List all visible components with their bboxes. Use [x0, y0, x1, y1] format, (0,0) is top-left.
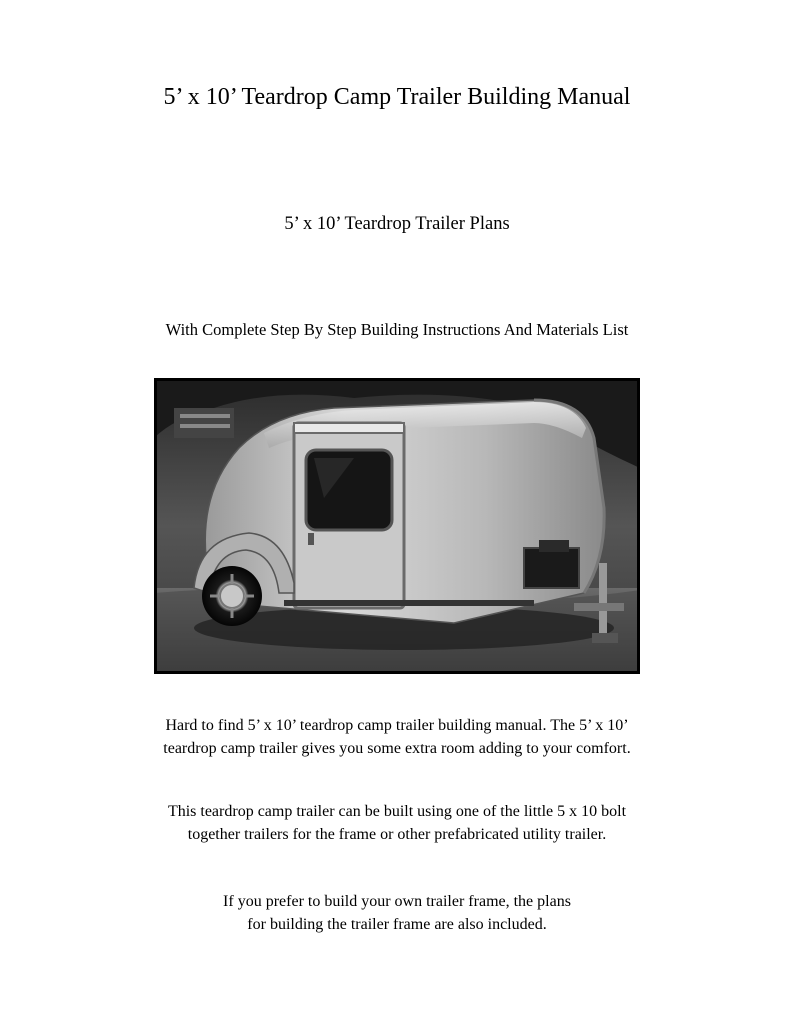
paragraph-line: If you prefer to build your own trailer frame, the plans: [223, 893, 571, 910]
page-title: 5’ x 10’ Teardrop Camp Trailer Building Manual: [163, 84, 631, 110]
page-subtitle: 5’ x 10’ Teardrop Trailer Plans: [284, 214, 510, 234]
paragraph-frame-options: [0, 800, 794, 846]
paragraph-frame-plans: [0, 890, 794, 936]
teardrop-trailer-illustration: [154, 378, 640, 674]
paragraph-line: teardrop camp trailer gives you some extra room adding to your comfort.: [163, 740, 631, 757]
paragraph-intro: [0, 714, 794, 760]
page-tagline: With Complete Step By Step Building Instructions And Materials List: [165, 320, 629, 339]
paragraph-line: for building the trailer frame are also included.: [247, 916, 547, 933]
paragraph-line: together trailers for the frame or other prefabricated utility trailer.: [187, 826, 607, 843]
teardrop-trailer-photo: [154, 378, 640, 674]
paragraph-line: This teardrop camp trailer can be built using one of the little 5 x 10 bolt: [167, 803, 627, 820]
paragraph-line: Hard to find 5’ x 10’ teardrop camp trailer building manual. The 5’ x 10’: [165, 717, 629, 734]
